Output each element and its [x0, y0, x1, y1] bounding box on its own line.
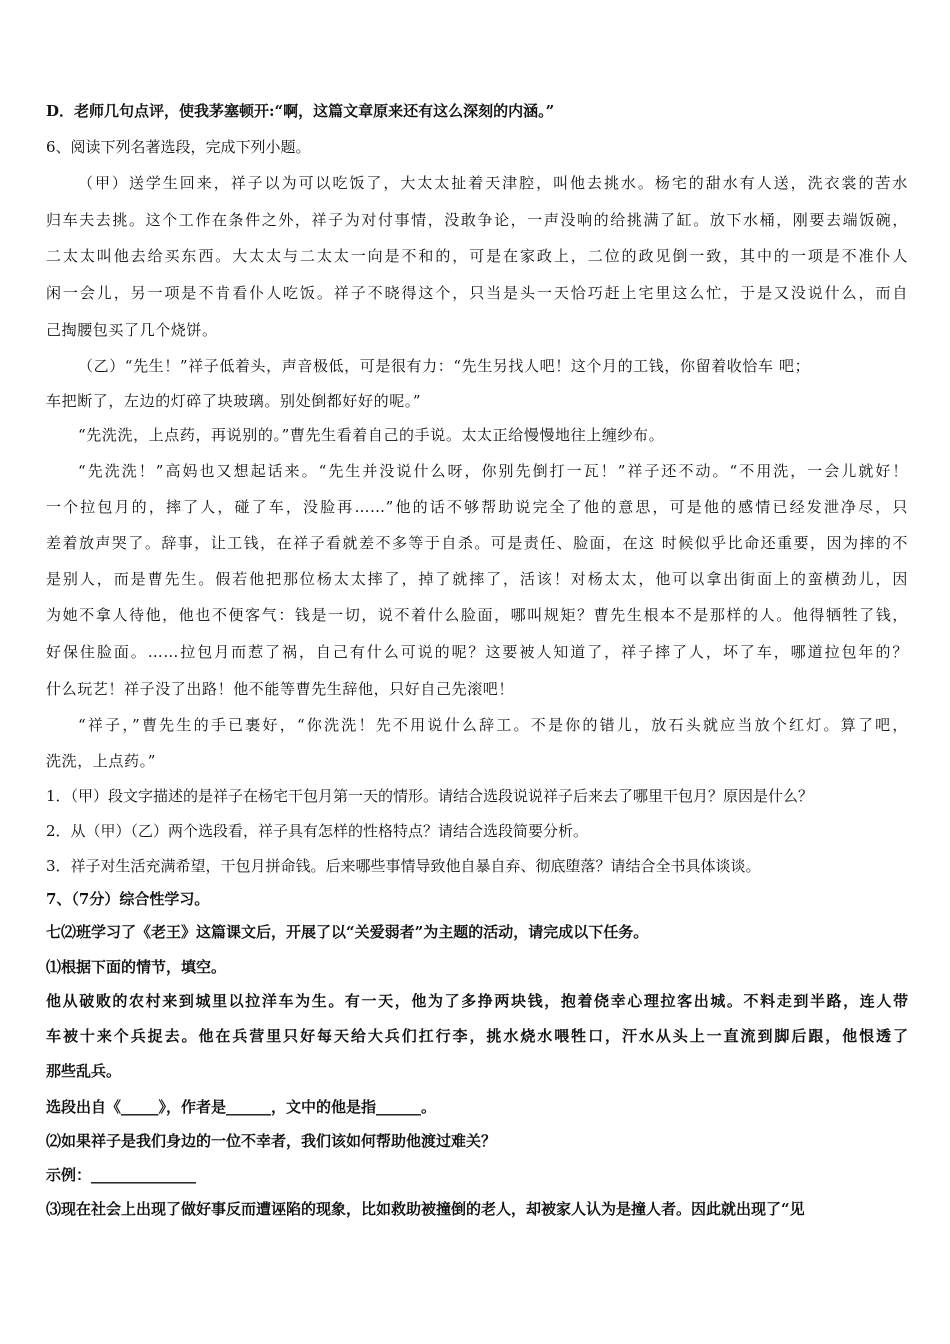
task1-fill-blank: 选段出自《_____》，作者是______，文中的他是指______。	[46, 1098, 437, 1116]
task3-text: ⑶现在社会上出现了做好事反而遭诬陷的现象，比如救助被撞倒的老人，却被家人认为是撞人者。因此就出现了“见	[46, 1200, 805, 1218]
q7-heading: 7、（7分）综合性学习。	[46, 890, 210, 908]
task1-text-line: 那些乱兵。	[46, 1062, 122, 1080]
passage-line: 好保住脸面。……拉包月而惹了祸，自己有什么可说的呢？这要被人知道了，祥子摔了人，坏了车，哪道拉包年的？	[46, 643, 908, 661]
q6-heading: 6、阅读下列名著选段，完成下列小题。	[46, 138, 311, 156]
passage-line: 闲一会儿，另一项是不肯看仆人吃饭。祥子不晓得这个，只当是头一天恰巧赶上宅里这么忙，于是又没说什么，而自	[46, 284, 908, 302]
passage-line: “先洗洗！”高妈也又想起话来。“先生并没说什么呀，你别先倒打一瓦！”祥子还不动。“不用洗，一会儿就好！	[78, 462, 908, 480]
passage-line: “祥子，”曹先生的手已裹好，“你洗洗！先不用说什么辞工。不是你的错儿，放石头就应当放个红灯。算了吧，	[78, 716, 908, 734]
task1-text-line: 他从破败的农村来到城里以拉洋车为生。有一天，他为了多挣两块钱，抱着侥幸心理拉客出城。不料走到半路，连人带	[46, 992, 908, 1010]
passage-line: 差着放声哭了。辞事，让工钱，在祥子看就差不多等于自杀。可是责任、脸面，在这 时候似乎比命还重要，因为摔的不	[46, 534, 908, 552]
passage-line: 归车夫去挑。这个工作在条件之外，祥子为对付事情，没敢争论，一声没响的给挑满了缸。放下水桶，刚要去端饭碗，	[46, 211, 908, 229]
passage-line: “先洗洗，上点药，再说别的。”曹先生看着自己的手说。太太正给慢慢地往上缠纱布。	[78, 426, 665, 444]
passage-line: （乙）“先生！”祥子低着头，声音极低，可是很有力：“先生另找人吧！这个月的工钱，你留着收恰车 吧；	[78, 357, 811, 375]
passage-line: （甲）送学生回来，祥子以为可以吃饭了，大太太扯着天津腔，叫他去挑水。杨宅的甜水有人送，洗衣裳的苦水	[78, 174, 908, 192]
task2-title: ⑵如果祥子是我们身边的一位不幸者，我们该如何帮助他渡过难关？	[46, 1132, 497, 1150]
task2-example: 示例：______________	[46, 1166, 197, 1184]
passage-line: 一个拉包月的，摔了人，碰了车，没脸再……”他的话不够帮助说完全了他的意思，可是他的感情已经发泄净尽，只	[46, 498, 908, 516]
passage-line: 什么玩艺！祥子没了出路！他不能等曹先生辞他，只好自己先滚吧！	[46, 680, 515, 698]
task1-title: ⑴根据下面的情节，填空。	[46, 958, 227, 976]
passage-line: 是别人，而是曹先生。假若他把那位杨太太摔了，掉了就摔了，活该！对杨太太，他可以拿出街面上的蛮横劲儿，因	[46, 570, 908, 588]
passage-line: 己掏腰包买了几个烧饼。	[46, 321, 218, 339]
option-d: D．老师几句点评，使我茅塞顿开:“啊，这篇文章原来还有这么深刻的内涵。”	[46, 102, 555, 120]
q6-question-3: 3．祥子对生活充满希望，干包月拼命钱。后来哪些事情导致他自暴自弃、彻底堕落？请结合全书具体谈谈。	[46, 857, 761, 875]
q6-question-2: 2．从（甲）（乙）两个选段看，祥子具有怎样的性格特点？请结合选段简要分析。	[46, 822, 589, 840]
passage-line: 二太太叫他去给买东西。大太太与二太太一向是不和的，可是在家政上，二位的政见倒一致，其中的一项是不准仆人	[46, 247, 908, 265]
task1-text-line: 车被十来个兵捉去。他在兵营里只好每天给大兵们扛行李，挑水烧水喂牲口，汗水从头上一直流到脚后跟，他恨透了	[46, 1027, 908, 1045]
passage-line: 洗洗，上点药。”	[46, 752, 156, 770]
q7-intro: 七⑵班学习了《老王》这篇课文后，开展了以“关爱弱者”为主题的活动，请完成以下任务。	[46, 923, 649, 941]
passage-line: 车把断了，左边的灯碎了块玻璃。别处倒都好好的呢。”	[46, 392, 422, 410]
passage-line: 为她不拿人待他，他也不便客气：钱是一切，说不着什么脸面，哪叫规矩？曹先生根本不是那样的人。他得牺牲了钱，	[46, 606, 908, 624]
q6-question-1: 1．（甲）段文字描述的是祥子在杨宅干包月第一天的情形。请结合选段说说祥子后来去了哪里干包月？原因是什么？	[46, 787, 814, 805]
